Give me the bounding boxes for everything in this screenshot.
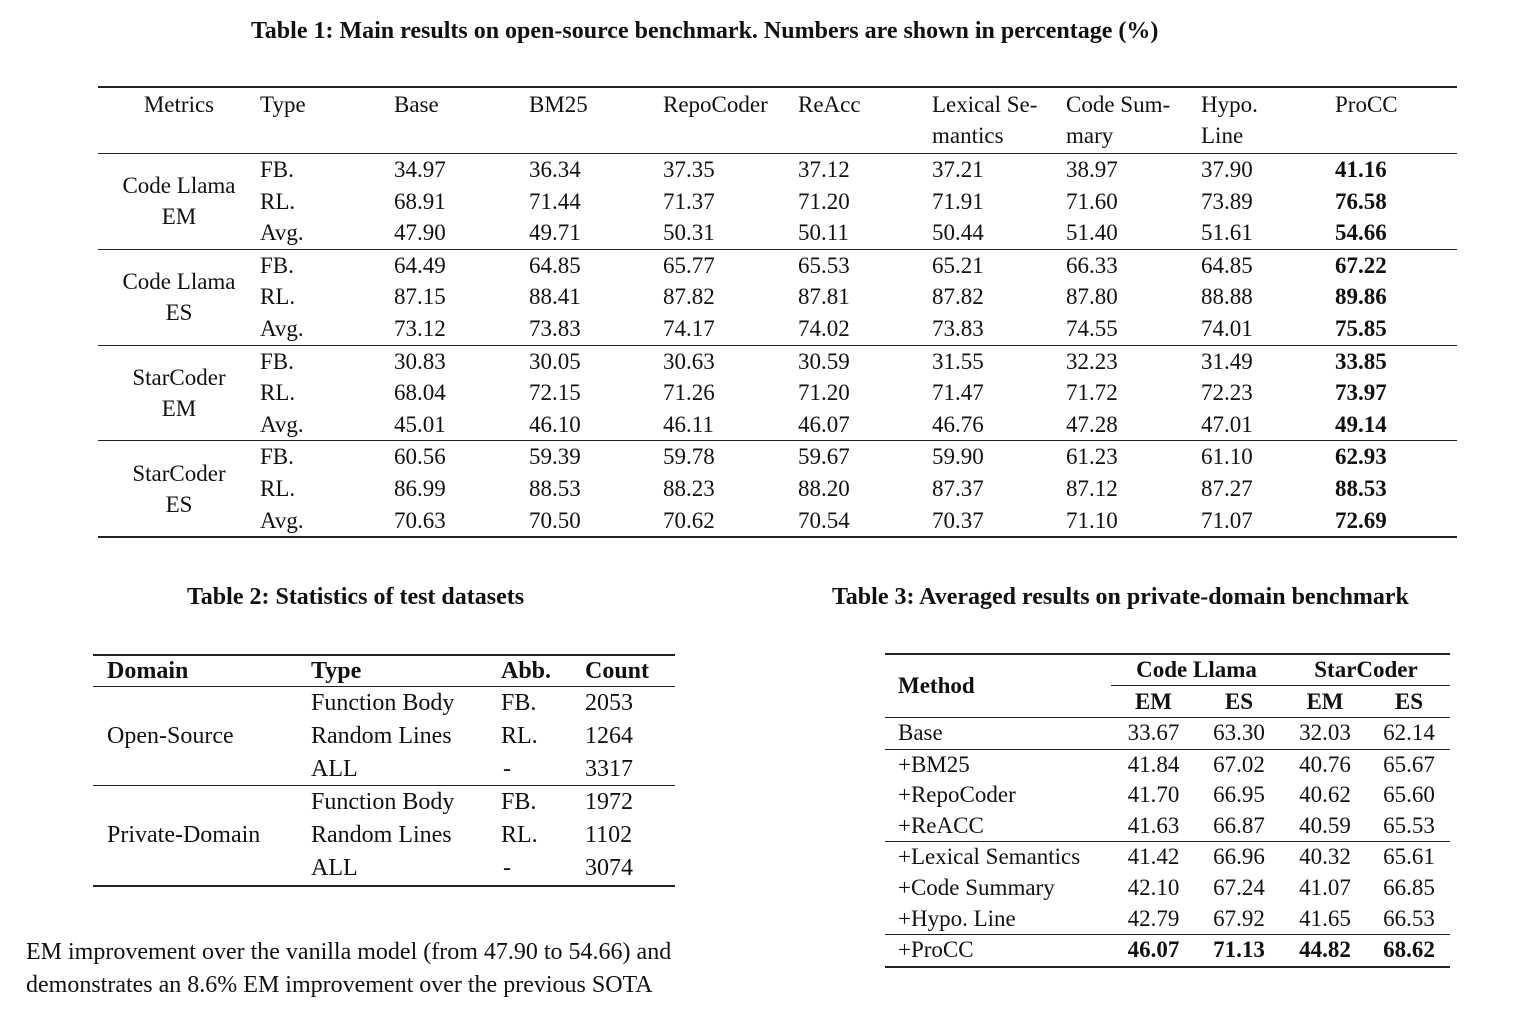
table1-header-type: Type (260, 92, 306, 117)
table1-value-cell: 70.54 (798, 507, 850, 533)
table1-header-reacc: ReAcc (798, 92, 861, 117)
table1-value-cell: 87.82 (663, 284, 715, 310)
table1-value-cell: 30.83 (394, 348, 446, 374)
table3-value-cell: 41.42 (1127, 844, 1180, 870)
table3-value-cell: 67.24 (1213, 874, 1265, 900)
table1-value-cell: 37.35 (663, 157, 715, 182)
table3-value-cell: 41.84 (1127, 751, 1180, 777)
table1-value-cell: 87.15 (394, 284, 446, 310)
table1-value-cell: 70.50 (529, 507, 581, 533)
table1-value-cell: 59.90 (932, 444, 984, 470)
table1-value-cell: 87.12 (1066, 475, 1118, 501)
table3-procc-value: 46.07 (1127, 937, 1180, 963)
table1-group (98, 154, 1457, 250)
table1-value-cell: 87.82 (932, 284, 984, 310)
table1-procc-value: 54.66 (1335, 220, 1387, 246)
table1-value-cell: 47.01 (1201, 411, 1253, 437)
table2-count-cell: 3074 (585, 854, 633, 881)
table1-value-cell: 72.23 (1201, 380, 1253, 406)
table1-type-cell: RL. (260, 188, 296, 214)
body-text-line: demonstrates an 8.6% EM improvement over the previous SOTA (26, 972, 653, 998)
table3-value-cell: 65.53 (1383, 812, 1435, 838)
table-row (98, 409, 1457, 441)
table3-value-cell: 65.67 (1383, 751, 1435, 777)
table3-header-starcoder: StarCoder (1282, 654, 1450, 686)
table1-value-cell: 31.55 (932, 348, 984, 374)
table3-method-cell: +RepoCoder (898, 782, 1016, 808)
body-paragraph (26, 936, 766, 1002)
table1-type-cell: RL. (260, 475, 296, 501)
table1-value-cell: 74.55 (1066, 315, 1118, 341)
table1-metric-label: Code Llama EM (122, 173, 236, 230)
table1-value-cell: 70.62 (663, 507, 715, 533)
table-row (98, 441, 1457, 473)
table1-value-cell: 71.72 (1066, 380, 1118, 406)
table1-value-cell: 87.27 (1201, 475, 1253, 501)
table1-value-cell: 59.78 (663, 444, 715, 470)
table-row (885, 718, 1450, 750)
table1-value-cell: 88.23 (663, 475, 715, 501)
table3-value-cell: 66.96 (1213, 844, 1265, 870)
table3-method-cell: +BM25 (898, 751, 970, 777)
table1-value-cell: 71.26 (663, 380, 715, 406)
table1-group (98, 345, 1457, 441)
table1-value-cell: 31.49 (1201, 348, 1253, 374)
table3-header-row (885, 654, 1450, 686)
table1-value-cell: 88.53 (529, 475, 581, 501)
table3-value-cell: 33.67 (1127, 720, 1180, 745)
table2-type-cell: ALL (311, 854, 358, 881)
table1-value-cell: 65.77 (663, 252, 715, 278)
table1-header-bm25: BM25 (529, 92, 588, 117)
table1-value-cell: 64.85 (529, 252, 581, 278)
table1-value-cell: 70.63 (394, 507, 446, 533)
table1-value-cell: 71.10 (1066, 507, 1118, 533)
table2-header-count: Count (585, 658, 650, 684)
table1-procc-value: 76.58 (1335, 188, 1387, 214)
table1-procc-value: 41.16 (1335, 157, 1387, 182)
table1-value-cell: 71.20 (798, 380, 850, 406)
table3-value-cell: 32.03 (1299, 720, 1351, 745)
table1-value-cell: 71.37 (663, 188, 715, 214)
table-row (885, 935, 1450, 967)
table1-value-cell: 88.20 (798, 475, 850, 501)
table3-header-codellama-em: EM (1134, 689, 1173, 714)
table3-caption: Table 3: Averaged results on private-domain benchmark (832, 584, 1409, 610)
table1-procc-value: 73.97 (1335, 380, 1387, 406)
table1-header-metrics: Metrics (143, 92, 215, 117)
table1-type-cell: Avg. (260, 315, 304, 341)
table-row (98, 154, 1457, 186)
table3-value-cell: 40.76 (1299, 751, 1351, 777)
table3-value-cell: 67.92 (1213, 905, 1265, 931)
table2-type-cell: Random Lines (311, 722, 452, 749)
table3-value-cell: 42.10 (1127, 874, 1180, 900)
table3-method-cell: +Lexical Semantics (898, 844, 1081, 870)
table3-header-starcoder-es: ES (1394, 689, 1424, 714)
table1-value-cell: 30.59 (798, 348, 850, 374)
table3-procc-value: 68.62 (1383, 937, 1435, 963)
table1-procc-value: 75.85 (1335, 315, 1387, 341)
table1-type-cell: FB. (260, 157, 294, 182)
table1-value-cell: 59.39 (529, 444, 581, 470)
table1-value-cell: 37.90 (1201, 157, 1253, 182)
table3-value-cell: 40.59 (1299, 812, 1351, 838)
table1-value-cell: 64.85 (1201, 252, 1253, 278)
table3-method-cell: +ReACC (898, 812, 984, 838)
table2-header-abb: Abb. (501, 658, 552, 684)
table3-value-cell: 41.65 (1299, 905, 1351, 931)
table1-value-cell: 37.21 (932, 157, 984, 182)
table1-type-cell: FB. (260, 444, 294, 470)
table1-value-cell: 50.31 (663, 220, 715, 246)
table1-value-cell: 68.91 (394, 188, 446, 214)
table2-header-domain: Domain (107, 658, 189, 684)
table-row (98, 281, 1457, 313)
table1-value-cell: 38.97 (1066, 157, 1118, 182)
table2-count-cell: 1264 (585, 722, 633, 749)
table-row (885, 780, 1450, 811)
table-row (885, 842, 1450, 873)
table-row (885, 749, 1450, 780)
table3-value-cell: 66.95 (1213, 782, 1265, 808)
table1-value-cell: 74.17 (663, 315, 715, 341)
table-row (885, 811, 1450, 842)
table2-abb-cell: - (503, 755, 511, 782)
table1-value-cell: 87.81 (798, 284, 850, 310)
table1-header-base: Base (394, 92, 439, 117)
table1-value-cell: 68.04 (394, 380, 446, 406)
table2-abb-cell: RL. (501, 722, 538, 749)
table1-value-cell: 74.01 (1201, 315, 1253, 341)
table3-header-method: Method (898, 673, 975, 698)
table1-caption: Table 1: Main results on open-source benchmark. Numbers are shown in percentage (%) (251, 18, 1159, 44)
table1-metric-label: Code Llama ES (122, 269, 236, 326)
table1-value-cell: 46.76 (932, 411, 984, 437)
table1-value-cell: 46.11 (663, 411, 714, 437)
table2-abb-cell: RL. (501, 822, 538, 849)
table-row (93, 786, 675, 819)
table2-type-cell: ALL (311, 755, 358, 782)
table1-value-cell: 32.23 (1066, 348, 1118, 374)
table1-value-cell: 71.60 (1066, 188, 1118, 214)
table1-value-cell: 74.02 (798, 315, 850, 341)
table3-value-cell: 41.70 (1127, 782, 1180, 808)
table-row (98, 249, 1457, 281)
table1-value-cell: 59.67 (798, 444, 850, 470)
table1-value-cell: 51.40 (1066, 220, 1118, 246)
table2-abb-cell: FB. (501, 690, 537, 716)
table1-value-cell: 46.07 (798, 411, 850, 437)
table3-value-cell: 66.85 (1383, 874, 1435, 900)
table2-type-cell: Random Lines (311, 822, 452, 849)
table-row (98, 313, 1457, 345)
table1-type-cell: Avg. (260, 507, 304, 533)
table2-caption: Table 2: Statistics of test datasets (187, 584, 525, 610)
table3-private-domain-results (885, 653, 1450, 968)
table3-procc-value: 71.13 (1213, 937, 1265, 963)
table1-procc-value: 72.69 (1335, 507, 1387, 533)
table1-value-cell: 71.07 (1201, 507, 1253, 533)
table2-count-cell: 3317 (585, 755, 633, 782)
table-row (98, 345, 1457, 377)
table1-value-cell: 37.12 (798, 157, 850, 182)
table1-type-cell: FB. (260, 348, 294, 374)
table3-method-cell: +Code Summary (898, 874, 1055, 900)
table1-procc-value: 62.93 (1335, 444, 1387, 470)
table2-count-cell: 1972 (585, 789, 633, 816)
table1-group (98, 441, 1457, 537)
table2-count-cell: 1102 (585, 822, 633, 849)
table1-value-cell: 65.53 (798, 252, 850, 278)
table3-value-cell: 40.62 (1299, 782, 1351, 808)
body-text-line: EM improvement over the vanilla model (from 47.90 to 54.66) and (26, 939, 672, 965)
table1-type-cell: RL. (260, 380, 296, 406)
table-row (98, 505, 1457, 538)
table3-method-cell: +Hypo. Line (898, 905, 1016, 931)
table3-header-starcoder-em: EM (1306, 689, 1344, 714)
table3-header-code-llama: Code Llama (1111, 654, 1282, 686)
table3-procc-value: 44.82 (1299, 937, 1351, 963)
table-row (885, 873, 1450, 904)
table1-header-repocoder: RepoCoder (663, 92, 768, 117)
table1-value-cell: 73.83 (529, 315, 581, 341)
table3-method-cell: Base (898, 720, 943, 745)
table-row (98, 186, 1457, 218)
table1-value-cell: 64.49 (394, 252, 446, 278)
table1-value-cell: 50.44 (932, 220, 984, 246)
table3-value-cell: 42.79 (1127, 905, 1180, 931)
table1-value-cell: 60.56 (394, 444, 446, 470)
table3-value-cell: 65.61 (1383, 844, 1435, 870)
table1-header-lexical-semantics: Lexical Se- mantics (932, 92, 1038, 148)
table1-procc-value: 49.14 (1335, 411, 1387, 437)
table1-value-cell: 45.01 (394, 411, 446, 437)
table-row (98, 473, 1457, 505)
table1-type-cell: Avg. (260, 220, 304, 246)
table1-type-cell: FB. (260, 252, 294, 278)
table1-metric-label: StarCoder ES (132, 460, 226, 517)
table1-header-procc: ProCC (1335, 92, 1398, 117)
table1-metric-label: StarCoder EM (132, 364, 226, 421)
table3-method-cell: +ProCC (898, 937, 974, 963)
table3-value-cell: 40.32 (1299, 844, 1351, 870)
table3-value-cell: 65.60 (1383, 782, 1435, 808)
table1-group (98, 249, 1457, 345)
table1-header-row (98, 87, 1457, 154)
table-row (885, 904, 1450, 935)
table2-abb-cell: - (503, 854, 511, 881)
table1-value-cell: 73.89 (1201, 188, 1253, 214)
table1-value-cell: 73.83 (932, 315, 984, 341)
table1-value-cell: 66.33 (1066, 252, 1118, 278)
table1-value-cell: 49.71 (529, 220, 581, 246)
table1-type-cell: Avg. (260, 411, 304, 437)
table1-value-cell: 88.88 (1201, 284, 1253, 310)
table3-value-cell: 67.02 (1213, 751, 1265, 777)
table1-value-cell: 30.63 (663, 348, 715, 374)
table1-value-cell: 46.10 (529, 411, 581, 437)
table1-value-cell: 34.97 (394, 157, 446, 182)
table1-value-cell: 65.21 (932, 252, 984, 278)
table1-procc-value: 33.85 (1335, 348, 1387, 374)
table1-value-cell: 61.23 (1066, 444, 1118, 470)
table2-header-row (93, 655, 675, 687)
table1-header-code-summary: Code Sum- mary (1066, 92, 1171, 148)
table2-group (93, 687, 675, 786)
table1-value-cell: 47.28 (1066, 411, 1118, 437)
table1-value-cell: 71.20 (798, 188, 850, 214)
table-row (98, 377, 1457, 409)
table2-header-type: Type (311, 658, 362, 684)
table1-value-cell: 73.12 (394, 315, 446, 341)
table1-value-cell: 87.80 (1066, 284, 1118, 310)
table1-procc-value: 67.22 (1335, 252, 1387, 278)
table1-value-cell: 51.61 (1201, 220, 1253, 246)
table-row (98, 217, 1457, 249)
table1-value-cell: 36.34 (529, 157, 581, 182)
table2-domain-label: Open-Source (107, 722, 234, 749)
table1-value-cell: 61.10 (1201, 444, 1253, 470)
table1-value-cell: 71.47 (932, 380, 984, 406)
table3-value-cell: 63.30 (1213, 720, 1265, 745)
table1-value-cell: 71.44 (529, 188, 581, 214)
table1-header-hypo-line: Hypo. Line (1201, 92, 1258, 148)
table1-value-cell: 30.05 (529, 348, 581, 374)
table-row (93, 687, 675, 720)
table3-value-cell: 41.07 (1299, 874, 1351, 900)
table3-value-cell: 66.87 (1213, 812, 1265, 838)
table3-value-cell: 66.53 (1383, 905, 1435, 931)
table1-main-results (98, 86, 1457, 538)
table1-value-cell: 50.11 (798, 220, 849, 246)
table1-value-cell: 71.91 (932, 188, 984, 214)
table1-type-cell: RL. (260, 284, 296, 310)
table2-count-cell: 2053 (585, 690, 633, 716)
table1-value-cell: 88.41 (529, 284, 581, 310)
table1-value-cell: 47.90 (394, 220, 446, 246)
table3-value-cell: 41.63 (1127, 812, 1180, 838)
table2-abb-cell: FB. (501, 789, 537, 816)
table1-value-cell: 87.37 (932, 475, 984, 501)
table2-dataset-statistics (93, 654, 675, 887)
table2-type-cell: Function Body (311, 690, 455, 716)
table3-value-cell: 62.14 (1383, 720, 1435, 745)
table2-group (93, 786, 675, 886)
table1-value-cell: 70.37 (932, 507, 984, 533)
table2-type-cell: Function Body (311, 789, 455, 816)
table3-header-codellama-es: ES (1224, 689, 1254, 714)
table1-procc-value: 89.86 (1335, 284, 1387, 310)
table1-value-cell: 86.99 (394, 475, 446, 501)
table2-domain-label: Private-Domain (107, 822, 261, 849)
table1-value-cell: 72.15 (529, 380, 581, 406)
table1-procc-value: 88.53 (1335, 475, 1387, 501)
